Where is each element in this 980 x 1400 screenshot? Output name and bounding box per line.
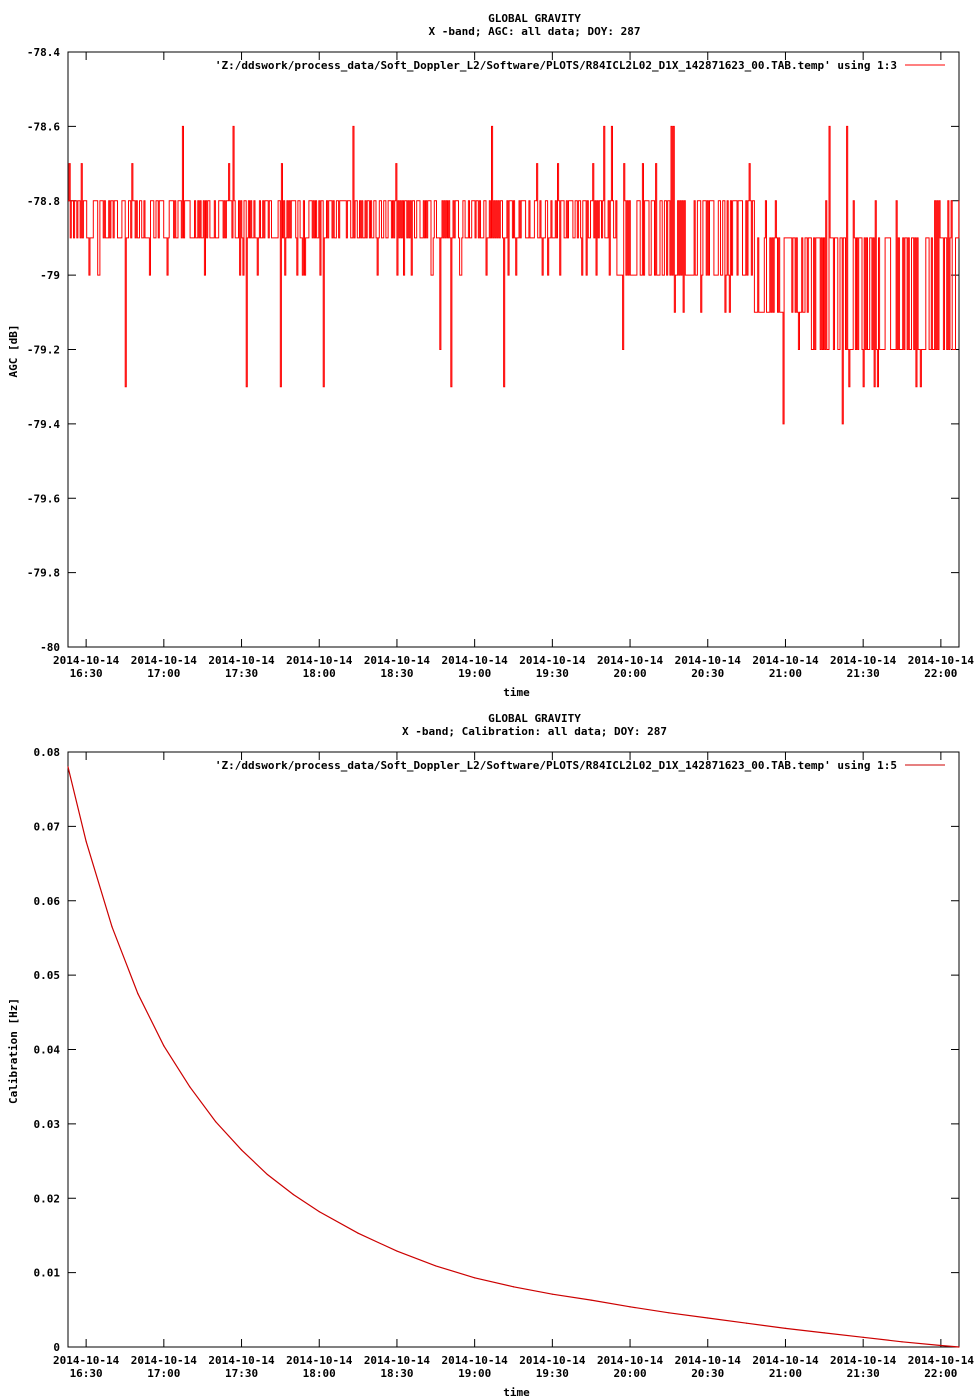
x-tick-time-label: 20:00 [613, 667, 647, 680]
x-tick-date-label: 2014-10-14 [441, 1354, 508, 1367]
data-point [137, 993, 138, 994]
x-tick-date-label: 2014-10-14 [596, 654, 664, 667]
x-axis-label: time [503, 1386, 530, 1399]
x-tick-date-label: 2014-10-14 [596, 1354, 664, 1367]
y-tick-label: -79.2 [26, 343, 60, 357]
data-point [785, 1328, 786, 1329]
x-tick-date-label: 2014-10-14 [53, 1354, 120, 1367]
data-point [863, 1337, 864, 1338]
y-tick-label: -78.6 [26, 120, 60, 134]
data-point [552, 1294, 553, 1295]
y-tick-label: -79.4 [26, 417, 60, 431]
chart-subtitle: X -band; AGC: all data; DOY: 287 [428, 25, 641, 38]
y-tick-label: 0.02 [33, 1192, 60, 1206]
chart-subtitle: X -band; Calibration: all data; DOY: 287 [402, 725, 667, 738]
x-tick-date-label: 2014-10-14 [208, 654, 275, 667]
x-tick-time-label: 18:30 [380, 1367, 414, 1380]
x-tick-date-label: 2014-10-14 [363, 654, 431, 667]
legend-label: 'Z:/ddswork/process_data/Soft_Doppler_L2/Software/PLOTS/R84ICL2L02_D1X_142871623_00.TAB.temp' using 1:3 [214, 59, 897, 72]
y-tick-label: 0.06 [33, 894, 60, 908]
y-tick-label: 0.07 [33, 820, 60, 834]
data-point [901, 1341, 902, 1342]
y-tick-label: 0.08 [33, 746, 60, 759]
y-tick-label: -79.6 [26, 492, 60, 506]
x-tick-time-label: 22:00 [924, 1367, 958, 1380]
y-tick-label: -79.8 [26, 566, 60, 580]
x-tick-time-label: 19:30 [535, 1367, 569, 1380]
x-tick-time-label: 21:00 [768, 667, 803, 680]
data-point [67, 766, 68, 767]
x-tick-time-label: 19:00 [458, 1367, 492, 1380]
data-point [435, 1265, 436, 1266]
data-point [474, 1277, 475, 1278]
x-tick-time-label: 19:30 [535, 667, 569, 680]
x-tick-date-label: 2014-10-14 [208, 1354, 275, 1367]
plot-frame [68, 752, 959, 1347]
data-point [396, 1250, 397, 1251]
x-tick-date-label: 2014-10-14 [674, 654, 741, 667]
x-tick-time-label: 17:30 [224, 1367, 259, 1380]
x-tick-time-label: 19:00 [458, 667, 492, 680]
chart-title: GLOBAL GRAVITY [488, 12, 581, 25]
y-tick-label: 0 [53, 1341, 60, 1354]
y-tick-label: 0.03 [33, 1117, 60, 1131]
data-point [707, 1317, 708, 1318]
y-tick-label: -80 [40, 641, 60, 654]
x-tick-date-label: 2014-10-14 [286, 654, 353, 667]
x-tick-time-label: 17:00 [147, 667, 181, 680]
x-tick-date-label: 2014-10-14 [830, 654, 897, 667]
data-point [215, 1121, 216, 1122]
x-tick-time-label: 18:00 [302, 1367, 336, 1380]
x-tick-date-label: 2014-10-14 [130, 654, 197, 667]
data-point [824, 1332, 825, 1333]
y-tick-label: -79 [40, 269, 60, 283]
data-point [189, 1086, 190, 1087]
x-tick-date-label: 2014-10-14 [752, 1354, 819, 1367]
x-tick-date-label: 2014-10-14 [130, 1354, 197, 1367]
x-tick-time-label: 21:30 [846, 667, 880, 680]
data-point [267, 1174, 268, 1175]
x-tick-time-label: 22:00 [924, 667, 958, 680]
x-tick-date-label: 2014-10-14 [752, 654, 819, 667]
data-point [319, 1211, 320, 1212]
x-tick-time-label: 20:00 [613, 1367, 647, 1380]
data-point [241, 1149, 242, 1150]
data-point [668, 1312, 669, 1313]
data-point [111, 926, 112, 927]
y-tick-label: -78.4 [26, 46, 60, 59]
x-tick-date-label: 2014-10-14 [441, 654, 508, 667]
x-tick-time-label: 20:30 [691, 1367, 725, 1380]
x-tick-time-label: 18:30 [380, 667, 414, 680]
x-tick-date-label: 2014-10-14 [519, 654, 586, 667]
x-axis-label: time [503, 686, 530, 699]
data-point [513, 1286, 514, 1287]
data-point [591, 1300, 592, 1301]
x-tick-date-label: 2014-10-14 [907, 654, 974, 667]
x-tick-time-label: 20:30 [691, 667, 725, 680]
x-tick-time-label: 16:30 [69, 667, 103, 680]
data-point [958, 1346, 959, 1347]
data-point [163, 1045, 164, 1046]
y-tick-label: -78.8 [26, 194, 60, 208]
data-point [746, 1323, 747, 1324]
chart-title: GLOBAL GRAVITY [488, 712, 581, 725]
data-point [629, 1306, 630, 1307]
data-point [940, 1345, 941, 1346]
data-point [357, 1233, 358, 1234]
x-tick-date-label: 2014-10-14 [53, 654, 120, 667]
y-axis-label: AGC [dB] [7, 324, 20, 378]
x-tick-time-label: 18:00 [302, 667, 336, 680]
x-tick-time-label: 17:30 [224, 667, 259, 680]
x-tick-time-label: 17:00 [147, 1367, 181, 1380]
x-tick-date-label: 2014-10-14 [830, 1354, 897, 1367]
x-tick-time-label: 21:00 [768, 1367, 803, 1380]
x-tick-date-label: 2014-10-14 [674, 1354, 741, 1367]
y-tick-label: 0.01 [33, 1266, 60, 1280]
y-axis-label: Calibration [Hz] [7, 998, 20, 1104]
x-tick-date-label: 2014-10-14 [907, 1354, 974, 1367]
y-tick-label: 0.05 [33, 969, 60, 983]
x-tick-time-label: 21:30 [846, 1367, 880, 1380]
series-line-agc [68, 126, 959, 424]
x-tick-date-label: 2014-10-14 [363, 1354, 431, 1367]
x-tick-time-label: 16:30 [69, 1367, 103, 1380]
legend-label: 'Z:/ddswork/process_data/Soft_Doppler_L2/Software/PLOTS/R84ICL2L02_D1X_142871623_00.TAB.temp' using 1:5 [214, 759, 897, 772]
x-tick-date-label: 2014-10-14 [286, 1354, 353, 1367]
x-tick-date-label: 2014-10-14 [519, 1354, 586, 1367]
data-point [293, 1194, 294, 1195]
data-point [86, 841, 87, 842]
series-line-calibration [68, 767, 959, 1347]
y-tick-label: 0.04 [33, 1043, 60, 1057]
